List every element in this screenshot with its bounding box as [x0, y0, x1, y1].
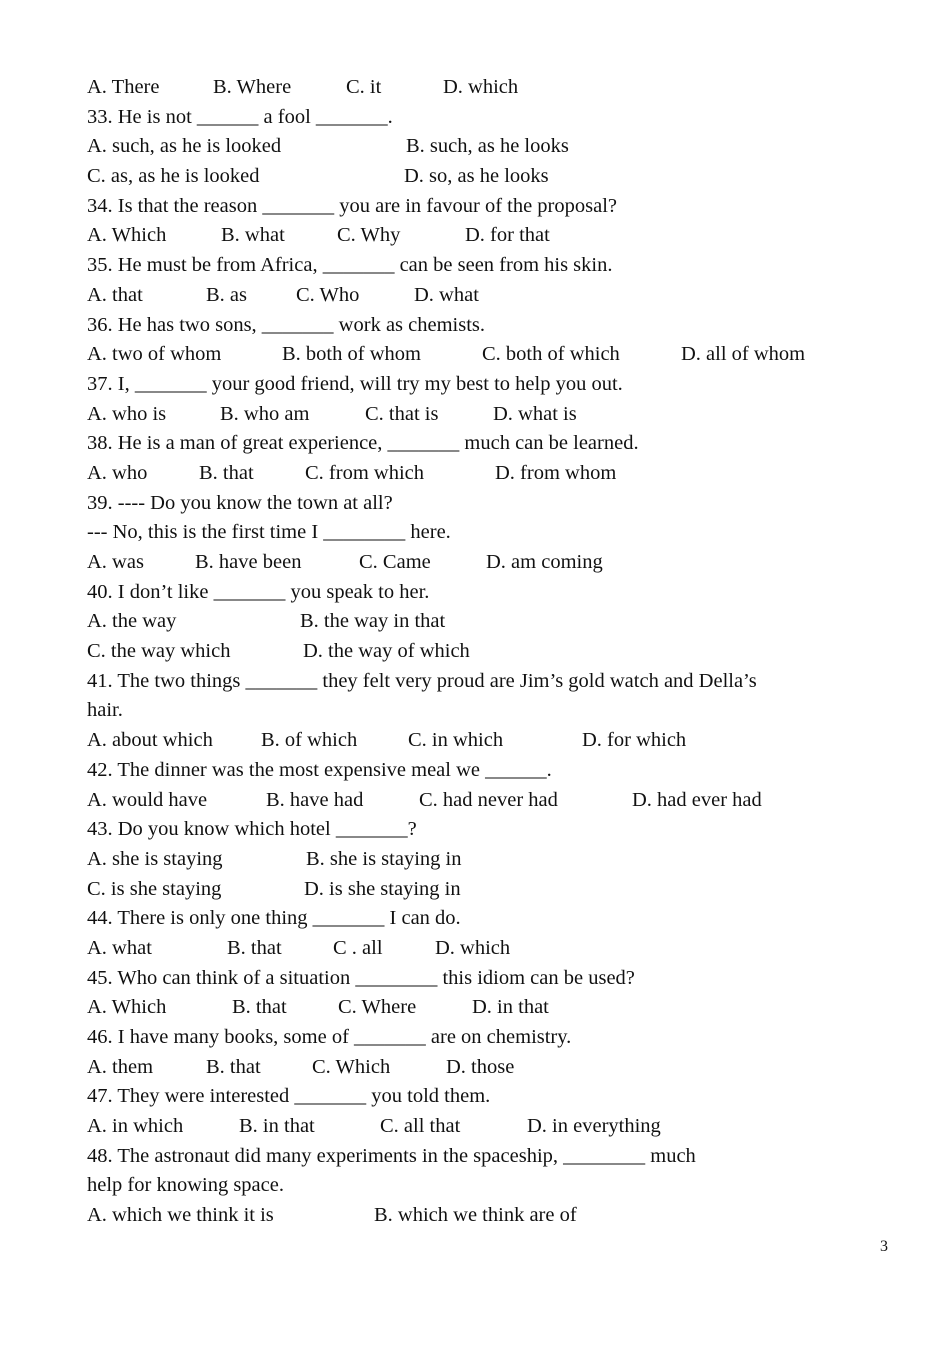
- question-text-line: 47. They were interested _______ you told them.: [87, 1085, 491, 1108]
- answer-option: D. what: [414, 283, 479, 306]
- answer-option: D. those: [446, 1055, 515, 1078]
- answer-options-row: [87, 875, 867, 905]
- answer-option: C. the way which: [87, 640, 231, 663]
- answer-options-row: [87, 934, 867, 964]
- answer-option: B. both of whom: [282, 343, 421, 366]
- answer-options-row: [87, 221, 867, 251]
- answer-option: C. as, as he is looked: [87, 165, 260, 188]
- answer-option: C. Why: [337, 224, 401, 247]
- question-text-line: 44. There is only one thing _______ I can do.: [87, 907, 461, 930]
- answer-option: C. that is: [365, 402, 439, 425]
- question-text-line: 42. The dinner was the most expensive meal we ______.: [87, 758, 552, 781]
- answer-option: C. Came: [359, 551, 431, 573]
- answer-option: A. such, as he is looked: [87, 135, 282, 158]
- answer-option: B. of which: [261, 729, 358, 752]
- answer-option: C. Where: [338, 996, 417, 1019]
- answer-option: B. that: [199, 461, 254, 484]
- answer-options-row: [87, 993, 867, 1023]
- answer-options-row: [87, 607, 867, 637]
- answer-option: B. she is staying in: [306, 847, 462, 870]
- question-text-line: 45. Who can think of a situation ________ this idiom can be used?: [87, 966, 635, 989]
- question-text-line: 38. He is a man of great experience, _______ much can be learned.: [87, 432, 639, 455]
- answer-option: A. them: [87, 1055, 154, 1078]
- answer-options-row: [87, 281, 867, 311]
- answer-option: A. two of whom: [87, 343, 222, 366]
- answer-options-row: [87, 459, 867, 489]
- answer-options-row: [87, 340, 867, 370]
- answer-option: C. both of which: [482, 343, 620, 366]
- answer-option: D. the way of which: [303, 640, 470, 663]
- answer-option: C. is she staying: [87, 877, 222, 900]
- answer-options-row: [87, 548, 867, 578]
- answer-option: D. in everything: [527, 1115, 661, 1138]
- worksheet-page: [87, 73, 867, 1231]
- answer-option: D. which: [443, 76, 519, 98]
- answer-option: A. There: [87, 76, 160, 98]
- answer-options-row: [87, 162, 867, 192]
- question-text-line: 36. He has two sons, _______ work as chemists.: [87, 313, 486, 336]
- answer-option: B. have been: [195, 551, 302, 573]
- question-text-line: 48. The astronaut did many experiments in the spaceship, ________ much: [87, 1144, 696, 1167]
- answer-options-row: [87, 1112, 867, 1142]
- question-text-line: 37. I, _______ your good friend, will try my best to help you out.: [87, 372, 623, 395]
- answer-option: B. the way in that: [300, 610, 446, 633]
- answer-option: D. for which: [582, 729, 687, 752]
- answer-option: C . all: [333, 936, 383, 959]
- answer-options-row: [87, 845, 867, 875]
- answer-option: B. have had: [266, 788, 364, 811]
- answer-option: D. am coming: [486, 551, 603, 573]
- answer-option: B. as: [206, 283, 247, 306]
- question-text-line: 35. He must be from Africa, _______ can be seen from his skin.: [87, 254, 613, 277]
- question-text-line: 46. I have many books, some of _______ are on chemistry.: [87, 1026, 572, 1048]
- answer-option: A. who: [87, 461, 148, 484]
- question-text-line: 33. He is not ______ a fool _______.: [87, 105, 393, 128]
- answer-option: A. that: [87, 283, 143, 306]
- answer-option: B. in that: [239, 1115, 315, 1138]
- question-text-line: 39. ---- Do you know the town at all?: [87, 491, 393, 514]
- answer-option: C. from which: [305, 461, 424, 484]
- answer-option: B. who am: [220, 402, 310, 425]
- answer-options-row: [87, 1201, 867, 1231]
- question-text-line: 41. The two things _______ they felt very proud are Jim’s gold watch and Della’s: [87, 669, 757, 692]
- answer-option: A. was: [87, 551, 144, 573]
- answer-option: D. from whom: [495, 461, 617, 484]
- answer-options-row: [87, 786, 867, 816]
- answer-option: B. which we think are of: [374, 1204, 577, 1227]
- answer-option: D. for that: [465, 224, 550, 247]
- answer-option: B. that: [232, 996, 287, 1019]
- answer-option: A. Which: [87, 996, 167, 1019]
- answer-option: D. what is: [493, 402, 577, 425]
- page-number: 3: [880, 1238, 888, 1255]
- answer-option: D. had ever had: [632, 788, 762, 811]
- answer-option: A. what: [87, 936, 152, 959]
- answer-option: A. she is staying: [87, 847, 223, 870]
- answer-option: C. had never had: [419, 788, 558, 811]
- answer-option: C. it: [346, 76, 382, 98]
- question-text-line: help for knowing space.: [87, 1174, 284, 1197]
- answer-options-row: [87, 132, 867, 162]
- answer-option: A. would have: [87, 788, 208, 811]
- answer-option: A. the way: [87, 610, 177, 633]
- answer-option: D. so, as he looks: [404, 165, 549, 188]
- answer-option: A. Which: [87, 224, 167, 247]
- answer-option: A. about which: [87, 729, 213, 752]
- answer-option: D. all of whom: [681, 343, 806, 366]
- answer-option: A. which we think it is: [87, 1204, 274, 1227]
- answer-option: B. such, as he looks: [406, 135, 569, 158]
- question-text-line: 43. Do you know which hotel _______?: [87, 818, 417, 841]
- answer-option: B. that: [227, 936, 282, 959]
- answer-option: B. that: [206, 1055, 261, 1078]
- answer-option: D. in that: [472, 996, 549, 1019]
- answer-option: C. Which: [312, 1055, 391, 1078]
- answer-option: A. who is: [87, 402, 167, 425]
- question-text-line: hair.: [87, 699, 123, 722]
- answer-option: C. in which: [408, 729, 504, 752]
- answer-options-row: [87, 637, 867, 667]
- answer-option: B. what: [221, 224, 285, 247]
- answer-options-row: [87, 1053, 867, 1083]
- answer-option: C. all that: [380, 1115, 461, 1138]
- answer-option: C. Who: [296, 283, 360, 306]
- answer-option: B. Where: [213, 76, 292, 98]
- answer-options-row: [87, 73, 867, 103]
- answer-option: D. which: [435, 936, 511, 959]
- answer-options-row: [87, 726, 867, 756]
- answer-options-row: [87, 400, 867, 430]
- answer-option: A. in which: [87, 1115, 184, 1138]
- question-text-line: 40. I don’t like _______ you speak to her.: [87, 580, 430, 603]
- question-text-line: --- No, this is the first time I ________ here.: [87, 521, 451, 544]
- answer-option: D. is she staying in: [304, 877, 461, 900]
- question-text-line: 34. Is that the reason _______ you are in favour of the proposal?: [87, 194, 618, 217]
